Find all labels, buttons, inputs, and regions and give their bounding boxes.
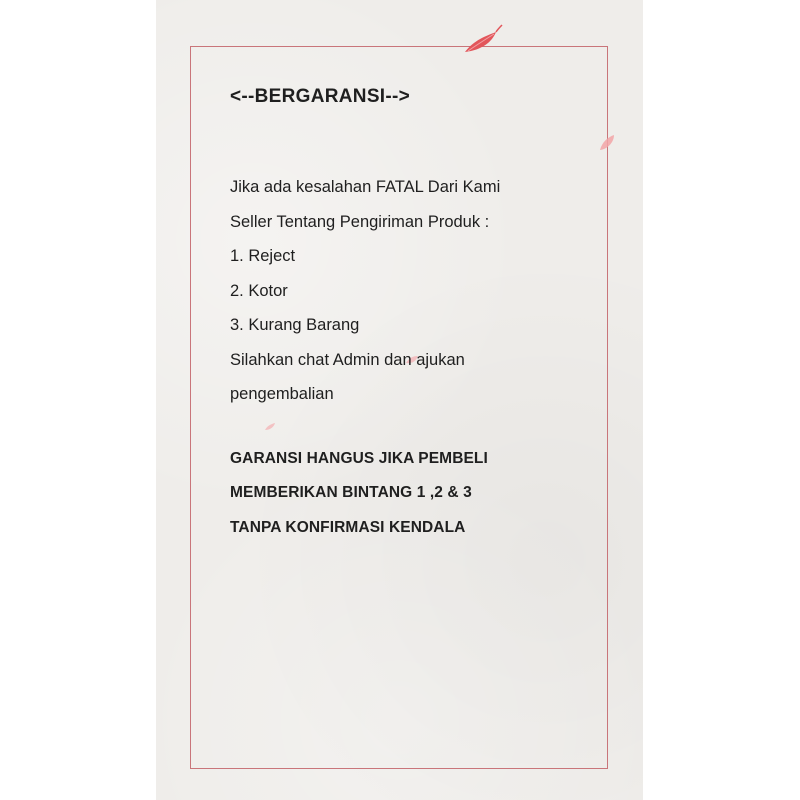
intro-line: Jika ada kesalahan FATAL Dari Kami	[230, 178, 501, 196]
page-title: <--BERGARANSI-->	[230, 86, 411, 107]
petal-icon	[462, 24, 504, 58]
warning-line: TANPA KONFIRMASI KENDALA	[230, 518, 466, 536]
list-item-kurang-barang: 3. Kurang Barang	[230, 316, 360, 334]
intro-line: Seller Tentang Pengiriman Produk :	[230, 212, 490, 231]
spacer	[230, 412, 600, 442]
warning-block	[230, 442, 600, 546]
list-item-kotor: 2. Kotor	[230, 281, 288, 300]
list-item-reject: 1. Reject	[230, 247, 296, 265]
warning-line: GARANSI HANGUS JIKA PEMBELI	[230, 449, 488, 467]
guarantee-text	[230, 82, 600, 545]
intro-block	[230, 170, 600, 412]
warning-line: MEMBERIKAN BINTANG 1 ,2 & 3	[230, 484, 472, 501]
instruction-line: Silahkan chat Admin dan ajukan	[230, 350, 465, 369]
instruction-line: pengembalian	[230, 385, 334, 403]
